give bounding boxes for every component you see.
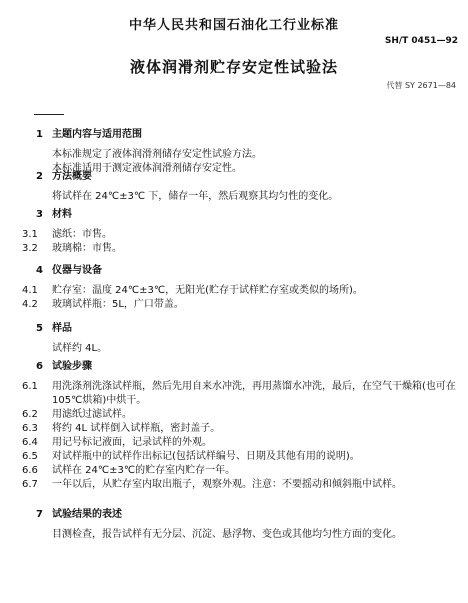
item-number: 4.2 (22, 299, 38, 310)
list-item (22, 436, 456, 450)
section-number: 5 (36, 323, 43, 334)
section-number: 2 (36, 171, 43, 182)
section-title: 材料 (52, 209, 72, 220)
list-item (22, 298, 456, 312)
section-number: 6 (36, 361, 43, 372)
section-number: 4 (36, 265, 43, 276)
section-3 (22, 208, 456, 256)
item-number: 6.4 (22, 437, 38, 448)
list-item (22, 380, 456, 408)
section-paragraph: 本标准适用于测定液体润滑剂储存安定性。 (52, 163, 242, 174)
item-text: 试样在 24℃±3℃的贮存室内贮存一年。 (52, 465, 236, 476)
standard-code: SH/T 0451—92 (384, 36, 458, 46)
org-title: 中华人民共和国石油化工行业标准 (128, 18, 339, 33)
section-4 (22, 264, 456, 312)
section-paragraph: 本标准规定了液体润滑剂储存安定性试验方法。 (52, 149, 262, 160)
item-text: 玻璃棉：市售。 (52, 243, 122, 254)
section-6 (22, 360, 456, 492)
item-text: 滤纸：市售。 (52, 229, 112, 240)
section-title: 试验结果的表述 (52, 509, 122, 520)
item-text: 对试样瓶中的试样作出标记(包括试样编号、日期及其他有用的说明)。 (52, 451, 360, 462)
item-text: 贮存室：温度 24℃±3℃，无阳光(贮存于试样贮存室或类似的场所)。 (52, 285, 363, 296)
list-item (22, 242, 456, 256)
section-2 (36, 170, 456, 204)
item-text: 一年以后，从贮存室内取出瓶子，观察外观。注意：不要摇动和倾斜瓶中试样。 (52, 479, 402, 490)
list-item (22, 464, 456, 478)
section-number: 1 (36, 129, 43, 140)
header-divider (34, 114, 64, 115)
section-title: 主题内容与适用范围 (52, 129, 142, 140)
item-number: 6.3 (22, 423, 38, 434)
item-number: 6.5 (22, 451, 38, 462)
item-text: 用记号标记液面，记录试样的外观。 (52, 437, 212, 448)
item-number: 4.1 (22, 285, 38, 296)
section-paragraph: 将试样在 24℃±3℃ 下，储存一年，然后观察其均匀性的变化。 (52, 191, 339, 202)
item-number: 6.6 (22, 465, 38, 476)
section-1 (36, 128, 456, 176)
item-text: 将约 4L 试样倒入试样瓶，密封盖子。 (52, 423, 221, 434)
section-number: 7 (36, 509, 43, 520)
item-number: 6.7 (22, 479, 38, 490)
document-title: 液体润滑剂贮存安定性试验法 (129, 58, 338, 76)
list-item (22, 422, 456, 436)
section-paragraph: 目测检查，报告试样有无分层、沉淀、悬浮物、变色或其他均匀性方面的变化。 (52, 529, 402, 540)
item-number: 3.2 (22, 243, 38, 254)
section-title: 试验步骤 (52, 361, 92, 372)
list-item (22, 450, 456, 464)
item-text: 玻璃试样瓶：5L，广口带盖。 (52, 299, 184, 310)
section-title: 样品 (52, 323, 72, 334)
section-title: 方法概要 (52, 171, 92, 182)
item-text: 用滤纸过滤试样。 (52, 409, 132, 420)
list-item (22, 478, 456, 492)
item-number: 6.2 (22, 409, 38, 420)
item-text: 用洗涤剂洗涤试样瓶，然后先用自来水冲洗，再用蒸馏水冲洗，最后，在空气干燥箱(也可在 105℃烘箱)中烘干。 (52, 381, 456, 406)
section-5 (36, 322, 456, 356)
section-7 (36, 508, 456, 542)
item-number: 3.1 (22, 229, 38, 240)
list-item (22, 284, 456, 298)
list-item (22, 408, 456, 422)
list-item (22, 228, 456, 242)
item-number: 6.1 (22, 381, 38, 392)
section-paragraph: 试样约 4L。 (52, 343, 108, 354)
section-title: 仪器与设备 (52, 265, 102, 276)
replaces-note: 代替 SY 2671—84 (386, 81, 456, 90)
section-number: 3 (36, 209, 43, 220)
